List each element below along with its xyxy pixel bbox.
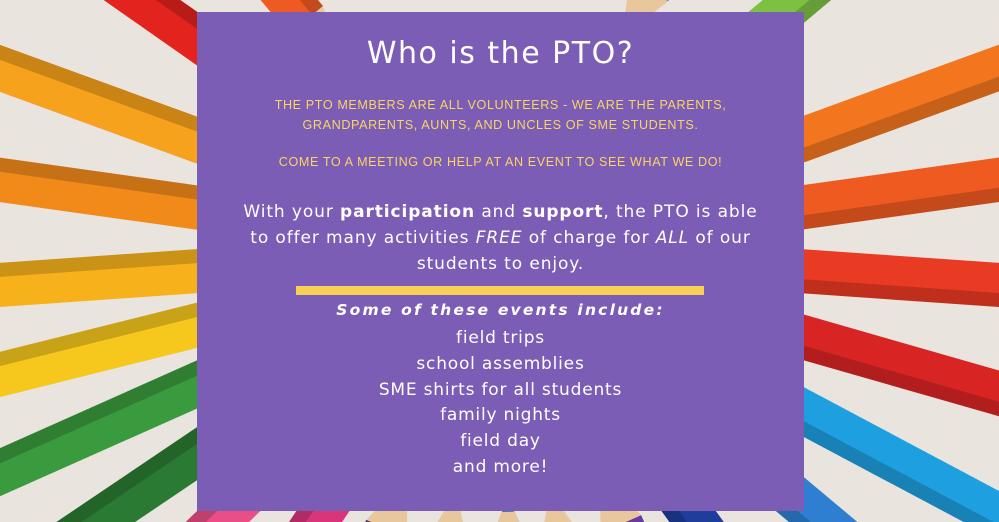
pto-info-panel [197, 12, 804, 511]
event-item: SME shirts for all students [378, 379, 623, 400]
event-item: field trips [456, 328, 545, 348]
text-segment: With your [243, 202, 341, 222]
participation-paragraph [237, 199, 764, 277]
free-emphasis: FREE [475, 228, 523, 248]
events-heading: Some of these events include: [336, 301, 665, 319]
event-item: and more! [452, 456, 549, 477]
event-item: school assemblies [416, 353, 585, 374]
volunteers-note [197, 95, 804, 135]
text-segment: , the PTO is able to offer many activities [250, 202, 758, 248]
text-segment: of our students to enjoy. [416, 228, 751, 274]
support-emphasis: support [522, 202, 604, 222]
event-item: field day [460, 431, 541, 452]
text-segment: and [475, 202, 523, 222]
meeting-invite: COME TO A MEETING OR HELP AT AN EVENT TO SEE WHAT WE DO! [278, 155, 723, 169]
volunteers-note-line-1: THE PTO MEMBERS ARE ALL VOLUNTEERS - WE ARE THE PARENTS, [274, 98, 727, 112]
participation-emphasis: participation [340, 202, 476, 222]
events-list [197, 326, 804, 481]
event-item: family nights [440, 405, 561, 426]
text-segment: of charge for [522, 228, 656, 248]
yellow-divider [296, 286, 704, 295]
volunteers-note-line-2: GRANDPARENTS, AUNTS, AND UNCLES OF SME STUDENTS. [302, 118, 699, 132]
all-emphasis: ALL [655, 228, 690, 248]
page-title: Who is the PTO? [366, 36, 635, 71]
